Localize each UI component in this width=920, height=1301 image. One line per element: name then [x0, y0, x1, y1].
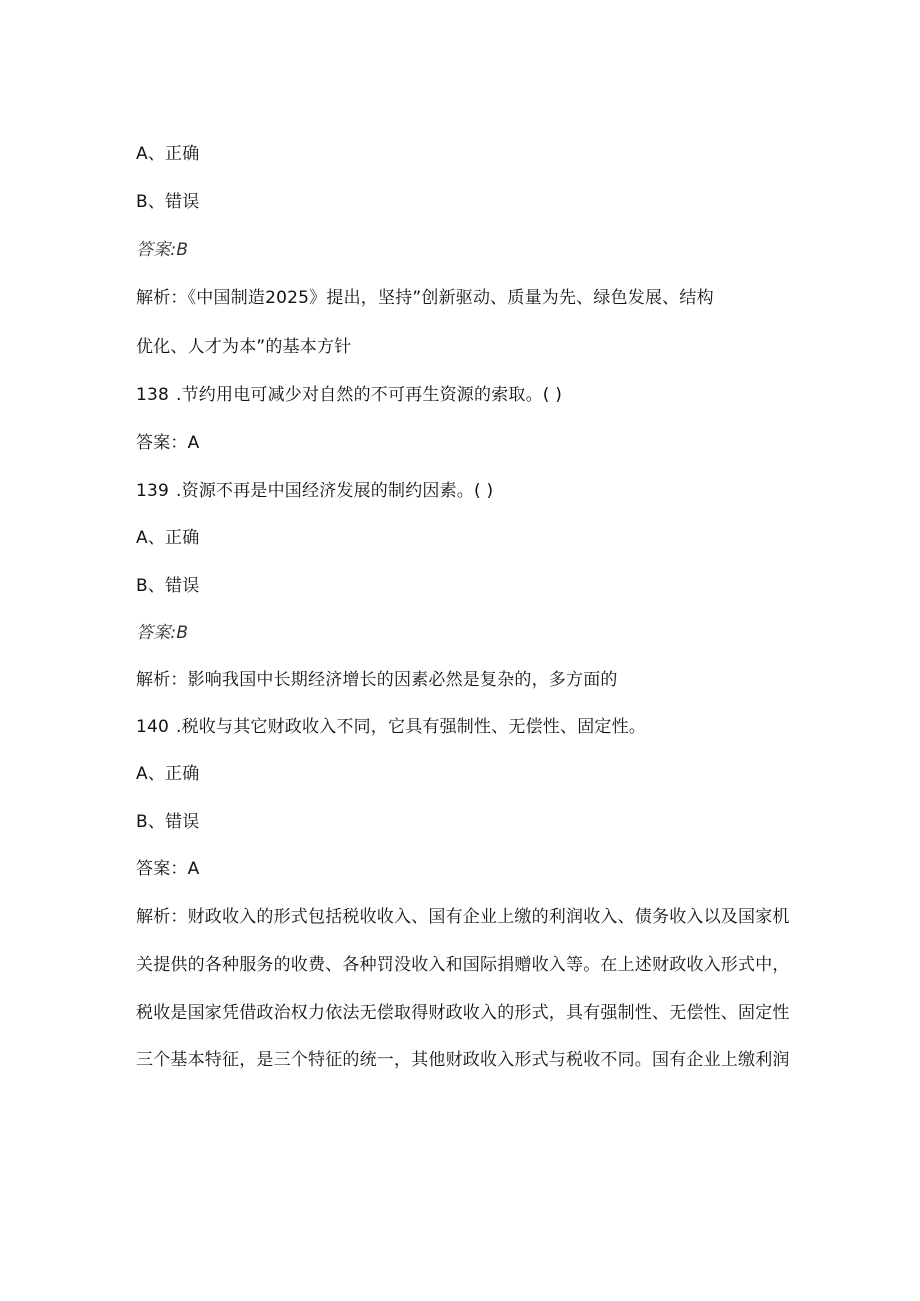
answer-line — [136, 432, 199, 454]
explanation-line — [136, 287, 714, 309]
explanation-text: 三个基本特征，是三个特征的统一，其他财政收入形式与税收不同。国有企业上缴利润 — [136, 1050, 790, 1070]
answer-line — [136, 858, 199, 880]
explanation-text: 解析：财政收入的形式包括税收收入、国有企业上缴的利润收入、债务收入以及国家机 — [136, 907, 790, 927]
option-a-correct — [136, 143, 199, 165]
explanation-line — [136, 669, 618, 691]
question-138 — [136, 384, 562, 406]
answer-text: 答案:B — [136, 240, 189, 260]
answer-text: 答案:B — [136, 623, 189, 643]
explanation-line — [136, 1002, 790, 1024]
question-text: .税收与其它财政收入不同，它具有强制性、无偿性、固定性。 — [176, 717, 647, 737]
answer-line — [136, 239, 188, 261]
explanation-line — [136, 906, 790, 928]
explanation-line — [136, 954, 790, 976]
question-number: 140 — [136, 717, 170, 737]
option-label: B、错误 — [136, 192, 200, 212]
option-label: B、错误 — [136, 576, 200, 596]
question-text: .资源不再是中国经济发展的制约因素。( ) — [176, 481, 494, 501]
explanation-text: 税收是国家凭借政治权力依法无偿取得财政收入的形式，具有强制性、无偿性、固定性 — [136, 1003, 790, 1023]
option-b-wrong — [136, 575, 199, 597]
answer-text: 答案：A — [136, 433, 200, 453]
question-140 — [136, 716, 646, 738]
question-number: 138 — [136, 385, 170, 405]
option-label: A、正确 — [136, 144, 200, 164]
option-b-wrong — [136, 191, 199, 213]
answer-line — [136, 622, 188, 644]
option-label: B、错误 — [136, 812, 200, 832]
explanation-text: 优化、人才为本”的基本方针 — [136, 337, 352, 357]
option-a-correct — [136, 527, 199, 549]
option-b-wrong — [136, 811, 199, 833]
explanation-line — [136, 1049, 790, 1071]
option-a-correct — [136, 763, 199, 785]
option-label: A、正确 — [136, 528, 200, 548]
option-label: A、正确 — [136, 764, 200, 784]
question-text: .节约用电可减少对自然的不可再生资源的索取。( ) — [176, 385, 563, 405]
explanation-line — [136, 336, 351, 358]
question-139 — [136, 480, 493, 502]
question-number: 139 — [136, 481, 170, 501]
explanation-text: 解析：影响我国中长期经济增长的因素必然是复杂的，多方面的 — [136, 670, 618, 690]
explanation-text: 解析：《中国制造2025》提出，坚持”创新驱动、质量为先、绿色发展、结构 — [136, 288, 714, 308]
answer-text: 答案：A — [136, 859, 200, 879]
explanation-text: 关提供的各种服务的收费、各种罚没收入和国际捐赠收入等。在上述财政收入形式中， — [136, 955, 790, 975]
